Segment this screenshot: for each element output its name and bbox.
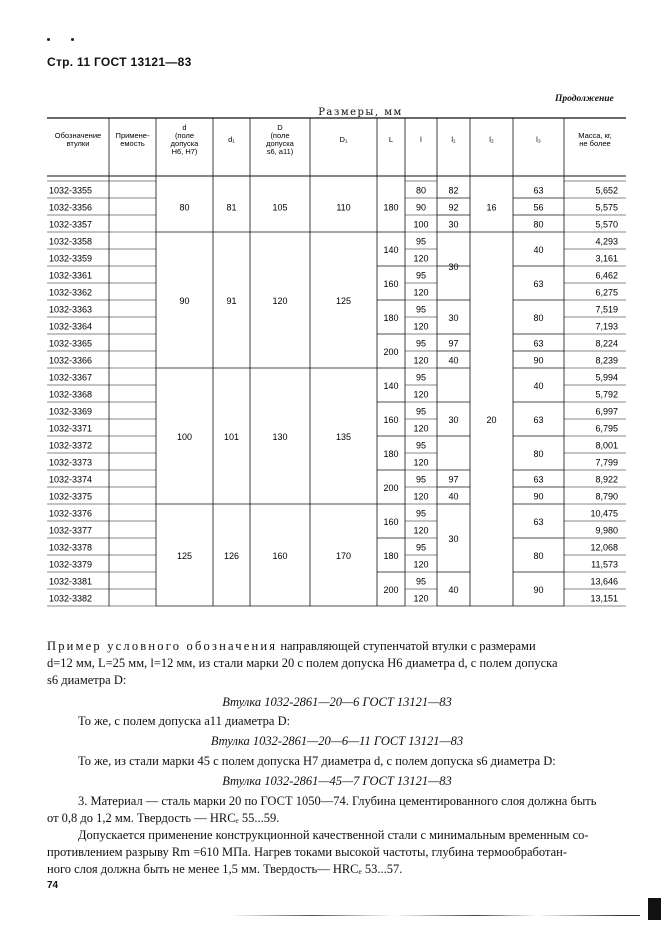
table-cell-l3: 40 xyxy=(533,381,544,391)
table-cell-mass: 6,462 xyxy=(595,270,618,281)
example-line-2: d=12 мм, L=25 мм, l=12 мм, из стали марки 20 с полем допуска H6 диаметра d, с полем допуска xyxy=(47,656,558,670)
table-cell-l3: 80 xyxy=(533,449,544,459)
table-cell-code: 1032-3368 xyxy=(49,389,93,400)
same-line-1: То же, с полем допуска a11 диаметра D: xyxy=(78,714,291,728)
table-cell-mass: 13,151 xyxy=(590,593,618,604)
table-cell-l: 120 xyxy=(413,253,429,264)
table-cell-L: 160 xyxy=(383,517,399,527)
table-cell-mass: 3,161 xyxy=(595,253,618,264)
scan-artifact-line xyxy=(230,915,640,916)
table-cell-L: 140 xyxy=(383,381,399,391)
table-cell-L: 200 xyxy=(383,585,399,595)
table-cell-l: 95 xyxy=(415,576,427,587)
table-cell-code: 1032-3365 xyxy=(49,338,93,349)
table-cell-d: 100 xyxy=(176,432,193,442)
table-cell-l2: 16 xyxy=(486,202,497,213)
table-cell-l: 120 xyxy=(413,559,429,570)
table-cell-L: 180 xyxy=(383,313,399,323)
table-cell-l3: 90 xyxy=(533,585,544,595)
note-3-line-3: Допускается применение конструкционной качественной стали с минимальным временным со- xyxy=(78,828,589,842)
table-cell-l1: 40 xyxy=(448,585,459,595)
table-cell-D: 130 xyxy=(272,432,288,442)
table-cell-l1: 97 xyxy=(448,338,459,349)
table-cell-mass: 10,475 xyxy=(590,508,618,519)
table-cell-d: 90 xyxy=(179,296,190,306)
example-line-3: s6 диаметра D: xyxy=(47,673,127,687)
table-cell-code: 1032-3374 xyxy=(49,474,93,485)
table-cell-l: 120 xyxy=(413,457,429,468)
table-cell-code: 1032-3377 xyxy=(49,525,93,536)
continuation-label: Продолжение xyxy=(555,94,614,104)
page-header: Стр. 11 ГОСТ 13121—83 xyxy=(47,55,192,69)
table-cell-code: 1032-3375 xyxy=(49,491,93,502)
table-cell-l3: 63 xyxy=(533,517,544,527)
table-cell-l: 120 xyxy=(413,525,429,536)
designation-1: Втулка 1032-2861—20—6 ГОСТ 13121—83 xyxy=(222,695,452,709)
table-cell-l: 100 xyxy=(413,219,429,230)
table-cell-L: 180 xyxy=(383,202,399,213)
table-cell-l: 120 xyxy=(413,423,429,434)
table-cell-l: 120 xyxy=(413,355,429,366)
table-cell-code: 1032-3363 xyxy=(49,304,93,315)
table-cell-code: 1032-3367 xyxy=(49,372,93,383)
table-cell-d1: 91 xyxy=(226,296,237,306)
table-cell-mass: 5,994 xyxy=(595,372,618,383)
table-cell-mass: 6,275 xyxy=(595,287,618,298)
table-cell-l: 95 xyxy=(415,542,427,553)
table-cell-l1: 30 xyxy=(448,219,459,230)
table-cell-D: 105 xyxy=(272,202,288,213)
column-header: l₃ xyxy=(536,135,541,144)
table-cell-l: 95 xyxy=(415,338,427,349)
table-cell-mass: 8,922 xyxy=(595,474,618,485)
table-cell-code: 1032-3356 xyxy=(49,202,93,213)
table-cell-code: 1032-3362 xyxy=(49,287,93,298)
table-cell-mass: 8,224 xyxy=(595,338,618,349)
table-cell-mass: 13,646 xyxy=(590,576,618,587)
table-cell-l3: 80 xyxy=(533,313,544,323)
column-header: Обозначение xyxy=(54,131,102,140)
table-cell-d1: 126 xyxy=(223,551,240,561)
table-cell-l2: 20 xyxy=(486,415,497,425)
column-header: допуска xyxy=(170,139,199,148)
note-3-line-2: от 0,8 до 1,2 мм. Твердость — HRCₑ 55...59. xyxy=(47,811,280,825)
table-cell-l: 95 xyxy=(415,508,427,519)
table-cell-code: 1032-3357 xyxy=(49,219,93,230)
table-cell-code: 1032-3366 xyxy=(49,355,93,366)
table-cell-L: 200 xyxy=(383,347,399,357)
table-cell-L: 180 xyxy=(383,551,399,561)
column-header: D₁ xyxy=(339,135,348,144)
table-cell-code: 1032-3361 xyxy=(49,270,93,281)
table-cell-mass: 12,068 xyxy=(590,542,618,553)
table-cell-D1: 125 xyxy=(335,296,352,306)
table-cell-D1: 110 xyxy=(336,202,351,213)
table-cell-code: 1032-3364 xyxy=(49,321,93,332)
table-cell-l3: 56 xyxy=(533,202,544,213)
table-cell-l: 95 xyxy=(415,474,427,485)
table-cell-l: 95 xyxy=(415,406,427,417)
table-cell-mass: 5,570 xyxy=(595,219,618,230)
table-cell-code: 1032-3372 xyxy=(49,440,93,451)
column-header: втулки xyxy=(66,139,90,148)
column-header: L xyxy=(388,135,394,144)
table-cell-l: 120 xyxy=(413,593,429,604)
table-cell-l: 95 xyxy=(415,304,427,315)
table-cell-mass: 7,519 xyxy=(595,304,618,315)
table-cell-d: 125 xyxy=(176,551,193,561)
table-cell-L: 200 xyxy=(383,483,399,493)
table-cell-l1: 30 xyxy=(448,534,459,544)
column-header: D xyxy=(277,123,283,132)
page-number: 74 xyxy=(47,880,59,891)
table-cell-l1: 82 xyxy=(448,185,459,196)
table-cell-l3: 90 xyxy=(533,355,544,366)
table-cell-l3: 80 xyxy=(533,219,544,230)
table-cell-mass: 11,573 xyxy=(591,559,618,570)
table-cell-l3: 90 xyxy=(533,491,544,502)
table-cell-l: 90 xyxy=(415,202,427,213)
column-header: не более xyxy=(579,139,611,148)
table-cell-code: 1032-3376 xyxy=(49,508,93,519)
table-cell-l3: 63 xyxy=(533,185,544,196)
table-cell-mass: 5,575 xyxy=(595,202,618,213)
column-header: допуска xyxy=(266,139,294,148)
note-3-line-1: 3. Материал — сталь марки 20 по ГОСТ 1050—74. Глубина цементированного слоя должна быть xyxy=(78,794,597,808)
table-cell-code: 1032-3358 xyxy=(49,236,93,247)
table-cell-l: 120 xyxy=(413,287,429,298)
table-cell-l1: 40 xyxy=(448,491,459,502)
designation-3: Втулка 1032-2861—45—7 ГОСТ 13121—83 xyxy=(222,774,452,788)
table-cell-code: 1032-3369 xyxy=(49,406,93,417)
table-cell-L: 160 xyxy=(383,415,399,425)
table-cell-code: 1032-3382 xyxy=(49,593,93,604)
table-cell-d1: 81 xyxy=(226,202,237,213)
table-cell-l: 95 xyxy=(415,236,427,247)
column-header: емость xyxy=(120,139,145,148)
note-3-line-4: противлением разрыву Rm =610 МПа. Нагрев токами высокой частоты, глубина термообработан- xyxy=(47,845,567,859)
table-cell-L: 160 xyxy=(383,279,399,289)
table-cell-l: 95 xyxy=(415,372,427,383)
table-cell-mass: 8,790 xyxy=(595,491,618,502)
table-cell-code: 1032-3373 xyxy=(49,457,93,468)
table-cell-d: 80 xyxy=(179,202,190,213)
column-header: l₂ xyxy=(489,135,494,144)
scan-artifact-blot xyxy=(648,898,661,920)
table-cell-l1: 97 xyxy=(448,474,459,485)
table-cell-d1: 101 xyxy=(223,432,240,442)
column-header: l₁ xyxy=(451,135,456,144)
same-line-2: То же, из стали марки 45 с полем допуска H7 диаметра d, с полем допуска s6 диаметра D: xyxy=(78,754,556,768)
table-cell-code: 1032-3378 xyxy=(49,542,93,553)
table-cell-L: 180 xyxy=(383,449,399,459)
table-cell-l1: 30 xyxy=(448,313,459,323)
example-intro: Пример условного обозначения xyxy=(47,639,278,653)
table-cell-l1: 40 xyxy=(448,355,459,366)
table-cell-code: 1032-3359 xyxy=(49,253,93,264)
column-header: H6, H7) xyxy=(171,147,198,156)
column-header: Масса, кг, xyxy=(578,131,612,140)
table-cell-l3: 63 xyxy=(533,338,544,349)
table-cell-l1: 30 xyxy=(448,415,459,425)
table-cell-code: 1032-3381 xyxy=(49,576,93,587)
table-cell-L: 140 xyxy=(383,245,399,255)
table-cell-mass: 5,792 xyxy=(595,389,618,400)
column-header: s6, a11) xyxy=(266,147,294,156)
table-cell-D1: 170 xyxy=(335,551,352,561)
table-cell-D: 120 xyxy=(272,296,288,306)
sizes-caption: Размеры, мм xyxy=(318,107,403,118)
table-cell-D: 160 xyxy=(272,551,288,561)
column-header: Примене- xyxy=(115,131,150,140)
table-cell-l: 80 xyxy=(415,185,427,196)
table-cell-l: 95 xyxy=(415,440,427,451)
table-cell-mass: 9,980 xyxy=(595,525,618,536)
column-header: (поле xyxy=(174,131,195,140)
designation-2: Втулка 1032-2861—20—6—11 ГОСТ 13121—83 xyxy=(210,734,464,748)
table-cell-l3: 40 xyxy=(533,245,544,255)
column-header: d xyxy=(182,123,187,132)
example-line-1: Пример условного обозначения направляющей ступенчатой втулки с размерами xyxy=(47,639,536,653)
table-cell-code: 1032-3355 xyxy=(49,185,93,196)
table-cell-mass: 7,799 xyxy=(595,457,618,468)
table-cell-mass: 6,795 xyxy=(595,423,618,434)
table-cell-l1: 30 xyxy=(448,262,459,272)
column-header: l xyxy=(420,135,422,144)
table-cell-l: 120 xyxy=(413,491,429,502)
column-header: d₁ xyxy=(228,135,235,144)
table-cell-mass: 7,193 xyxy=(595,321,618,332)
column-header: (поле xyxy=(270,131,290,140)
table-cell-code: 1032-3371 xyxy=(49,423,93,434)
table-cell-l: 95 xyxy=(415,270,427,281)
table-cell-l3: 80 xyxy=(533,551,544,561)
table-cell-code: 1032-3379 xyxy=(49,559,93,570)
note-3-line-5: ного слоя должна быть не менее 1,5 мм. Твердость— HRCₑ 53...57. xyxy=(47,862,403,876)
table-cell-D1: 135 xyxy=(335,432,352,442)
table-cell-l3: 63 xyxy=(533,279,544,289)
table-cell-l: 120 xyxy=(413,321,429,332)
table-cell-mass: 8,001 xyxy=(595,440,618,451)
table-cell-mass: 4,293 xyxy=(595,236,618,247)
table-cell-mass: 5,652 xyxy=(595,185,618,196)
table-cell-l3: 63 xyxy=(533,474,544,485)
table-cell-l3: 63 xyxy=(533,415,544,425)
table-cell-mass: 8,239 xyxy=(595,355,618,366)
table-cell-l1: 92 xyxy=(448,202,459,213)
table-cell-l: 120 xyxy=(413,389,429,400)
table-cell-mass: 6,997 xyxy=(595,406,618,417)
